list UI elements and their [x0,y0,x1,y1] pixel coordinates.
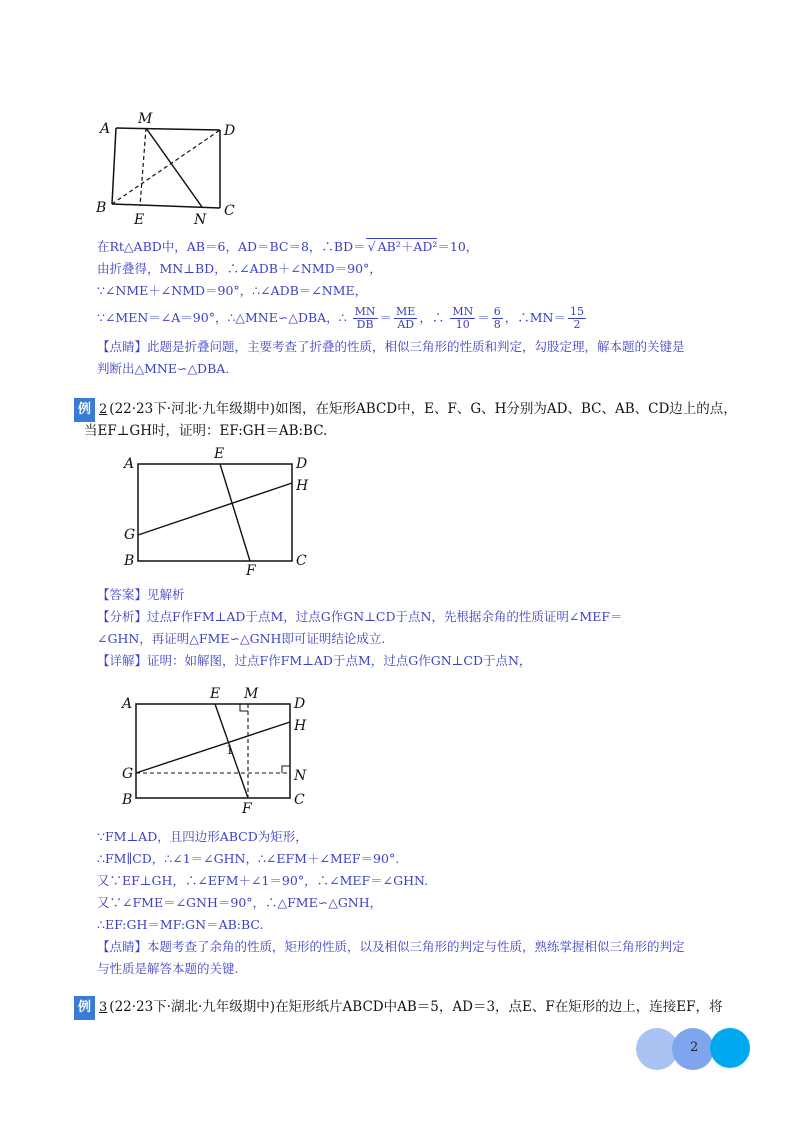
analysis-2-line1: 【分析】过点F作FM⊥AD于点M，过点G作GN⊥CD于点N，先根据余角的性质证明∠MEF＝ [97,609,623,624]
label-e: E [210,686,221,702]
label-n: N [294,768,307,784]
sol1-line3: ∵∠NME＋∠NMD＝90°，∴∠ADB＝∠NME， [97,283,368,298]
label-a: A [122,696,133,712]
label-b: B [124,553,135,569]
label-g: G [122,766,134,782]
label-d: D [224,123,236,139]
label-a: A [124,456,135,472]
label-d: D [294,696,306,712]
label-angle-1: 1 [226,743,234,757]
label-n: N [194,212,207,228]
sol1-key-point-1: 【点睛】此题是折叠问题，主要考查了折叠的性质，相似三角形的性质和判定，勾股定理，解本题的关键是 [97,339,685,354]
page-decor-circle-right [710,1028,750,1068]
detail-2-line1: 【详解】证明：如解图，过点F作FM⊥AD于点M，过点G作GN⊥CD于点N， [97,653,532,668]
label-h: H [296,478,309,494]
label-e: E [134,212,145,228]
figure-rectangle-efgh [118,444,318,576]
proof-2-line5: ∴EF:GH＝MF:GN＝AB:BC. [97,917,264,932]
proof-2-line2: ∴FM∥CD，∴∠1＝∠GHN，∴∠EFM＋∠MEF＝90°. [97,851,400,866]
example-2-question: 例 2 (22·23下·河北·九年级期中)如图，在矩形ABCD中，E、F、G、H分别为AD、BC、AB、CD边上的点， [74,398,737,422]
label-a: A [100,121,111,137]
label-m: M [244,686,259,702]
label-f: F [242,801,252,816]
figure-rectangle-solution [118,684,318,816]
label-e: E [214,446,225,462]
sol1-line4: ∵∠MEN＝∠A＝90°，∴△MNE∽△DBA，∴ $\frac{MN}{DB}$ ＝ $\frac{ME}{AD}$ ，∴ $\frac{MN}{10}$ ＝ $\frac{6}{8}$ ，∴MN＝ $\frac{15}{2}$ [97,305,584,331]
label-f: F [246,563,256,576]
sol1-line1: 在Rt△ABD中，AB＝6，AD＝BC＝8，∴BD＝ √ AB²＋AD²＝10， [97,239,479,254]
sol1-line2: 由折叠得，MN⊥BD，∴∠ADB＋∠NMD＝90°， [97,261,382,276]
example-2-question-2: 当EF⊥GH时，证明：EF:GH＝AB:BC. [84,423,328,439]
example-3-question: 例 3 (22·23下·湖北·九年级期中)在矩形纸片ABCD中AB＝5，AD＝3，点E、F在矩形的边上，连接EF，将 [74,996,723,1020]
sol1-key-point-2: 判断出△MNE∽△DBA. [97,361,230,376]
answer-2: 【答案】见解析 [97,587,185,602]
page-number: 2 [690,1040,699,1055]
label-c: C [294,792,305,808]
example-badge: 例 [74,398,95,422]
label-d: D [296,456,308,472]
label-c: C [296,553,307,569]
label-g: G [124,527,136,543]
proof-2-key-point-2: 与性质是解答本题的关键. [97,961,239,976]
label-m: M [138,111,153,127]
proof-2-line1: ∵FM⊥AD，且四边形ABCD为矩形， [97,829,308,844]
label-b: B [122,792,133,808]
figure-fold-rectangle [90,108,250,228]
proof-2-line4: 又∵∠FME＝∠GNH＝90°，∴△FME∽△GNH， [97,895,383,910]
label-h: H [294,718,307,734]
label-b: B [96,200,107,216]
example-badge: 例 [74,996,95,1020]
label-c: C [224,203,235,219]
proof-2-key-point-1: 【点睛】本题考查了余角的性质，矩形的性质，以及相似三角形的判定与性质，熟练掌握相似三角形的判定 [97,939,685,954]
proof-2-line3: 又∵EF⊥GH，∴∠EFM＋∠1＝90°，∴∠MEF＝∠GHN. [97,873,429,888]
analysis-2-line2: ∠GHN，再证明△FME∽△GNH即可证明结论成立. [97,631,386,646]
